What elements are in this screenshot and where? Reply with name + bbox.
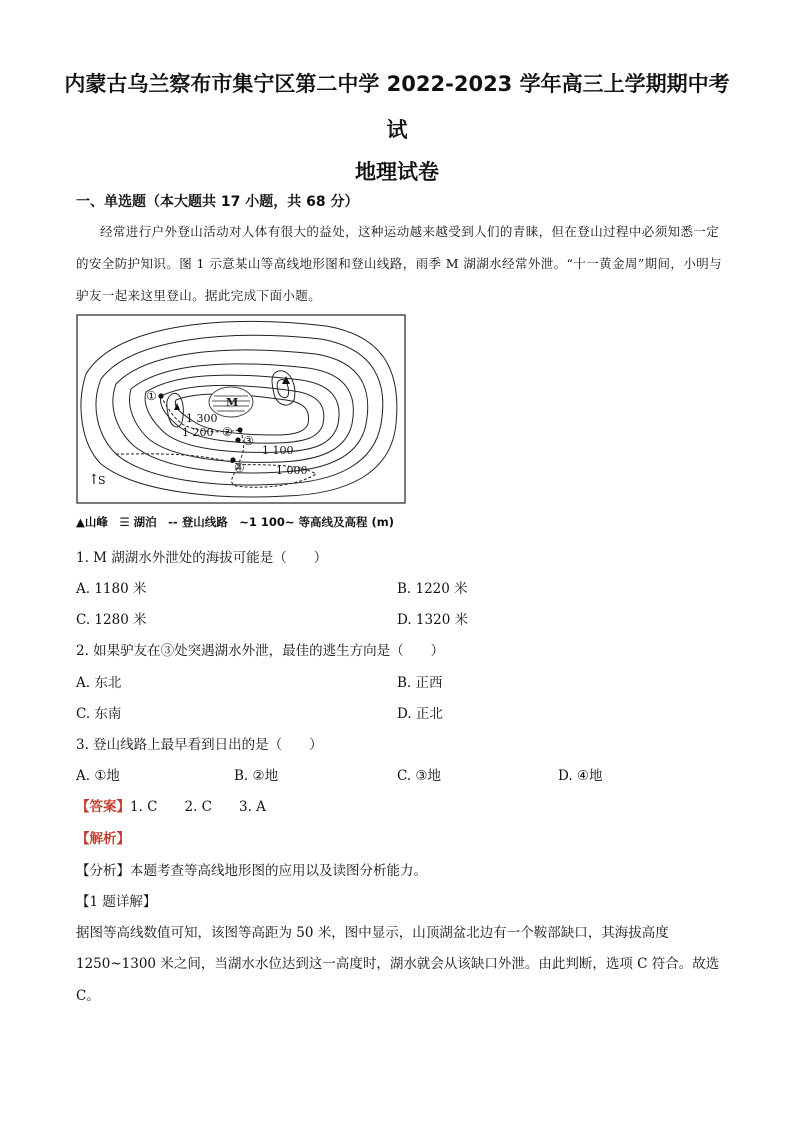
question-3-option-c: C. ③地 — [397, 768, 442, 784]
question-3-option-b: B. ②地 — [234, 768, 279, 784]
question-3-option-d: D. ④地 — [558, 768, 603, 784]
section-heading: 一、单选题（本大题共 17 小题，共 68 分） — [76, 194, 359, 210]
point-marker — [235, 437, 240, 442]
fenxi-label: 【分析】 — [76, 863, 130, 879]
page-title-line2: 试 — [386, 118, 408, 142]
fenxi-row — [76, 859, 427, 879]
question-passage: 经常进行户外登山活动对人体有很大的益处，这种运动越来越受到人们的青睐，但在登山过程中必须知悉一定的安全防护知识。图 1 示意某山等高线地形图和登山线路，雨季 M 湖湖水经常外泄。“十一黄金周”期间，小明与驴友一起来这里登山。据此完成下面小题。 — [76, 224, 723, 303]
fenxi-text: 本题考查等高线地形图的应用以及读图分析能力。 — [130, 863, 427, 879]
analysis-label: 【解析】 — [76, 831, 130, 847]
answer-values: 1. C 2. C 3. A — [130, 799, 266, 815]
detail-line-3: C。 — [76, 988, 100, 1004]
page-title-line1: 内蒙古乌兰察布市集宁区第二中学 2022-2023 学年高三上学期期中考 — [64, 72, 730, 96]
contour-label-1200: 1 200 — [182, 426, 214, 439]
question-1-option-a: A. 1180 米 — [76, 581, 147, 597]
page-subtitle: 地理试卷 — [355, 160, 439, 184]
detail-line-1: 据图等高线数值可知，该图等高距为 50 米，图中显示，山顶湖盆北边有一个鞍部缺口，其海拔高度 — [76, 925, 669, 941]
answer-row — [76, 795, 266, 815]
question-1-option-c: C. 1280 米 — [76, 612, 147, 628]
point-label-4: ④ — [234, 461, 245, 475]
question-2-stem: 2. 如果驴友在③处突遇湖水外泄，最佳的逃生方向是（ ） — [76, 643, 445, 659]
question-1-option-b: B. 1220 米 — [397, 581, 468, 597]
point-marker — [237, 427, 242, 432]
question-2-option-b: B. 正西 — [397, 675, 443, 691]
question-1-stem: 1. M 湖湖水外泄处的海拔可能是（ ） — [76, 550, 328, 566]
point-label-2: ② — [222, 425, 233, 439]
north-arrow-icon: ↑ — [88, 472, 100, 488]
contour-label-1100: 1 100 — [262, 444, 294, 457]
point-label-1: ① — [146, 389, 157, 403]
question-1-option-d: D. 1320 米 — [397, 612, 469, 628]
contour-map-figure — [76, 314, 416, 534]
detail-label: 【1 题详解】 — [76, 894, 157, 910]
map-legend: ▲山峰 ☰ 湖泊 -- 登山线路 ~1 100~ 等高线及高程 (m) — [76, 515, 394, 529]
detail-line-2: 1250~1300 米之间，当湖水水位达到这一高度时，湖水就会从该缺口外泄。由此判断，选项 C 符合。故选 — [76, 956, 720, 972]
question-2-option-c: C. 东南 — [76, 706, 122, 722]
north-arrow-label: S — [98, 474, 106, 487]
question-3-stem: 3. 登山线路上最早看到日出的是（ ） — [76, 737, 323, 753]
lake-label: M — [226, 396, 239, 409]
point-marker — [158, 393, 163, 398]
answer-label: 【答案】 — [76, 799, 130, 815]
contour-label-1000: 1 000 — [276, 464, 308, 477]
point-label-3: ③ — [243, 434, 254, 448]
contour-label-1300: 1 300 — [186, 412, 218, 425]
question-2-option-d: D. 正北 — [397, 706, 443, 722]
question-3-option-a: A. ①地 — [76, 768, 120, 784]
question-2-option-a: A. 东北 — [76, 675, 122, 691]
